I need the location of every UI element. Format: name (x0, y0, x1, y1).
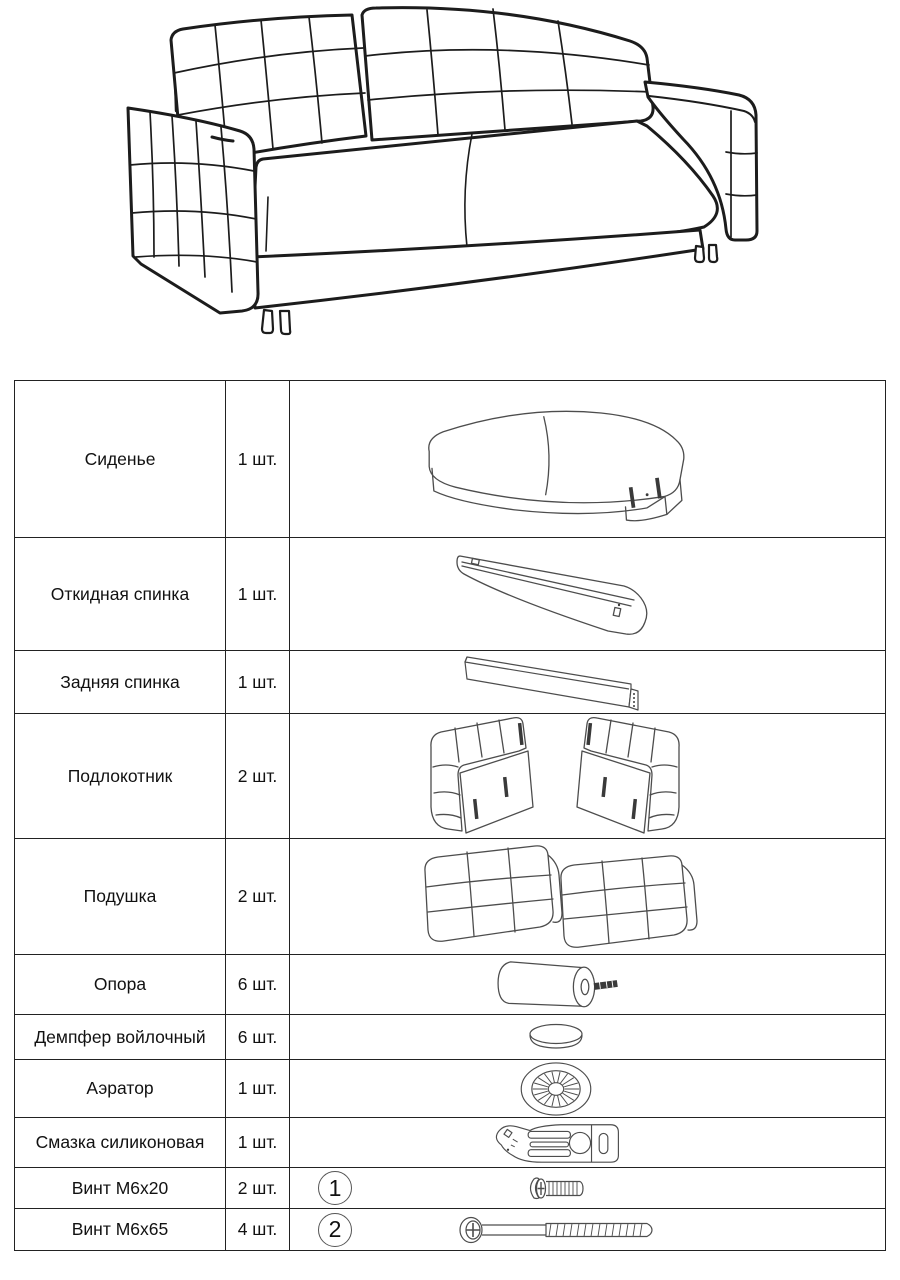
part-name: Сиденье (15, 381, 226, 537)
part-illustration-cell (290, 1015, 885, 1059)
part-qty: 2 шт. (226, 714, 290, 838)
table-row (15, 1167, 885, 1208)
aerator-illustration (516, 1061, 596, 1117)
marker-number: 1 (328, 1174, 342, 1201)
seat-and-base (252, 121, 717, 308)
leg-support-illustration (481, 957, 631, 1013)
armrest-right (577, 718, 679, 833)
part-name: Задняя спинка (15, 651, 226, 713)
marker-circle (318, 1171, 352, 1205)
part-illustration-cell (290, 1168, 885, 1208)
rear-backrest-illustration (431, 652, 681, 712)
part-name: Подушка (15, 839, 226, 954)
left-armrest (128, 108, 258, 313)
armrest-left (430, 718, 532, 833)
screw-m6x65-illustration (451, 1214, 661, 1246)
cushion-pair-illustration (411, 841, 701, 953)
back-cushion-right (362, 8, 653, 140)
table-row (15, 838, 885, 954)
part-name: Винт М6х65 (15, 1209, 226, 1250)
parts-table (14, 380, 886, 1251)
cushion-right (560, 855, 696, 946)
part-illustration-cell (290, 381, 885, 537)
part-qty: 4 шт. (226, 1209, 290, 1250)
part-name: Подлокотник (15, 714, 226, 838)
part-illustration-cell (290, 955, 885, 1014)
cushion-left (424, 845, 561, 940)
marker-number: 2 (328, 1216, 342, 1242)
part-qty: 1 шт. (226, 651, 290, 713)
part-name: Аэратор (15, 1060, 226, 1117)
silicone-grease-illustration (481, 1119, 631, 1167)
table-row (15, 537, 885, 650)
armrest-pair-illustration (416, 715, 696, 837)
part-illustration-cell (290, 1118, 885, 1167)
table-row (15, 713, 885, 838)
part-name: Винт М6х20 (15, 1168, 226, 1208)
part-name: Смазка силиконовая (15, 1118, 226, 1167)
part-qty: 1 шт. (226, 538, 290, 650)
part-qty: 2 шт. (226, 839, 290, 954)
felt-damper-illustration (524, 1021, 588, 1053)
part-qty: 6 шт. (226, 955, 290, 1014)
folding-backrest-illustration (428, 542, 684, 646)
legs-front (262, 310, 290, 334)
table-row (15, 650, 885, 713)
table-row (15, 1208, 885, 1250)
part-qty: 1 шт. (226, 1118, 290, 1167)
table-row (15, 1014, 885, 1059)
marker-circle (318, 1213, 352, 1247)
part-name: Демпфер войлочный (15, 1015, 226, 1059)
part-qty: 2 шт. (226, 1168, 290, 1208)
part-qty: 1 шт. (226, 1060, 290, 1117)
part-illustration-cell (290, 538, 885, 650)
part-qty: 1 шт. (226, 381, 290, 537)
screw-m6x20-illustration (496, 1173, 616, 1203)
legs-right (695, 245, 717, 262)
part-qty: 6 шт. (226, 1015, 290, 1059)
part-name: Откидная спинка (15, 538, 226, 650)
part-name: Опора (15, 955, 226, 1014)
seat-illustration (401, 391, 711, 527)
part-illustration-cell (290, 1209, 885, 1250)
table-row (15, 1059, 885, 1117)
part-illustration-cell (290, 651, 885, 713)
sofa-assembled-drawing (0, 0, 900, 365)
part-illustration-cell (290, 839, 885, 954)
part-illustration-cell (290, 714, 885, 838)
table-row (15, 954, 885, 1014)
table-row (15, 381, 885, 537)
table-row (15, 1117, 885, 1167)
part-illustration-cell (290, 1060, 885, 1117)
